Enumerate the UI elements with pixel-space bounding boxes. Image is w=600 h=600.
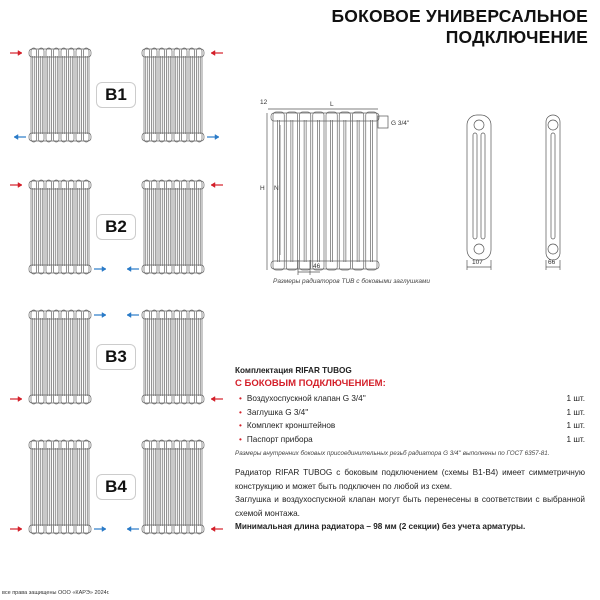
scheme-label: B3 xyxy=(96,344,136,370)
desc-paragraph-2: Заглушка и воздухоспускной клапан могут быть перенесены в соответствии с выбранной схемой монтажа. xyxy=(235,495,585,518)
dim-107: 107 xyxy=(472,259,483,266)
dim-n: N xyxy=(274,185,279,192)
scheme-label: B1 xyxy=(96,82,136,108)
kit-section xyxy=(235,366,585,457)
return-arrow-icon xyxy=(127,267,139,272)
supply-arrow-icon xyxy=(211,51,223,56)
supply-arrow-icon xyxy=(10,51,22,56)
side-view-3-column xyxy=(467,115,491,270)
return-arrow-icon xyxy=(94,267,106,272)
supply-arrow-icon xyxy=(211,527,223,532)
copyright: все права защищены ООО «КАРЭ» 2024г. xyxy=(2,590,110,596)
return-arrow-icon xyxy=(207,135,219,140)
radiator-right xyxy=(142,440,204,534)
dim-l: L xyxy=(330,101,334,108)
kit-item xyxy=(235,433,585,447)
return-arrow-icon xyxy=(94,527,106,532)
desc-paragraph-1: Радиатор RIFAR TUBOG с боковым подключением (схемы В1-В4) имеет симметричную конструкцию и может быть подключен по любой из схем. xyxy=(235,468,585,491)
scheme-label: B2 xyxy=(96,214,136,240)
kit-item-qty: 1 шт. xyxy=(566,394,585,404)
radiator-left xyxy=(29,310,91,404)
supply-arrow-icon xyxy=(211,183,223,188)
supply-arrow-icon xyxy=(10,527,22,532)
dim-12: 12 xyxy=(260,99,268,106)
dim-66: 66 xyxy=(548,259,556,266)
radiator-left xyxy=(29,440,91,534)
kit-item xyxy=(235,392,585,406)
front-view xyxy=(271,112,379,270)
radiator-right xyxy=(142,180,204,274)
bullet-icon: • xyxy=(239,421,242,431)
dim-46: 46 xyxy=(313,263,321,270)
title-line-1: БОКОВОЕ УНИВЕРСАЛЬНОЕ xyxy=(331,6,588,26)
bullet-icon: • xyxy=(239,394,242,404)
kit-item-qty: 1 шт. xyxy=(566,421,585,431)
kit-item-name: Заглушка G 3/4'' xyxy=(246,407,309,417)
bullet-icon: • xyxy=(239,434,242,444)
front-radiator xyxy=(271,112,379,270)
radiator-right xyxy=(142,48,204,142)
radiator-left xyxy=(29,180,91,274)
scheme-label: B4 xyxy=(96,474,136,500)
radiator-right xyxy=(142,310,204,404)
supply-arrow-icon xyxy=(10,183,22,188)
description xyxy=(235,466,585,534)
kit-subheading: С БОКОВЫМ ПОДКЛЮЧЕНИЕМ: xyxy=(235,378,386,389)
return-arrow-icon xyxy=(94,313,106,318)
dim-h: H xyxy=(260,185,265,192)
supply-arrow-icon xyxy=(211,397,223,402)
kit-item-name: Воздухоспускной клапан G 3/4'' xyxy=(246,394,366,404)
dimension-drawing xyxy=(250,90,580,280)
return-arrow-icon xyxy=(127,527,139,532)
bullet-icon: • xyxy=(239,407,242,417)
kit-item-name: Комплект кронштейнов xyxy=(246,421,336,431)
thread-note: Размеры внутренних боковых присоединительных резьб радиатора G 3/4'' выполнены по ГОСТ 6357-81. xyxy=(235,450,550,457)
desc-paragraph-3: Минимальная длина радиатора – 98 мм (2 секции) без учета арматуры. xyxy=(235,522,526,532)
thread-fitting xyxy=(378,116,388,128)
return-arrow-icon xyxy=(14,135,26,140)
kit-item-qty: 1 шт. xyxy=(566,434,585,444)
side-view-2-column xyxy=(546,115,560,270)
return-arrow-icon xyxy=(127,313,139,318)
radiator-left xyxy=(29,48,91,142)
title-line-2: ПОДКЛЮЧЕНИЕ xyxy=(445,27,588,47)
kit-item-qty: 1 шт. xyxy=(566,407,585,417)
thread-label: G 3/4'' xyxy=(391,120,410,127)
kit-item xyxy=(235,419,585,433)
kit-item-name: Паспорт прибора xyxy=(246,434,313,444)
drawing-caption: Размеры радиаторов TUB с боковыми заглушками xyxy=(273,278,431,285)
page-title xyxy=(331,6,588,48)
supply-arrow-icon xyxy=(10,397,22,402)
kit-heading: Комплектация RIFAR TUBOG xyxy=(235,366,352,375)
kit-item xyxy=(235,406,585,420)
